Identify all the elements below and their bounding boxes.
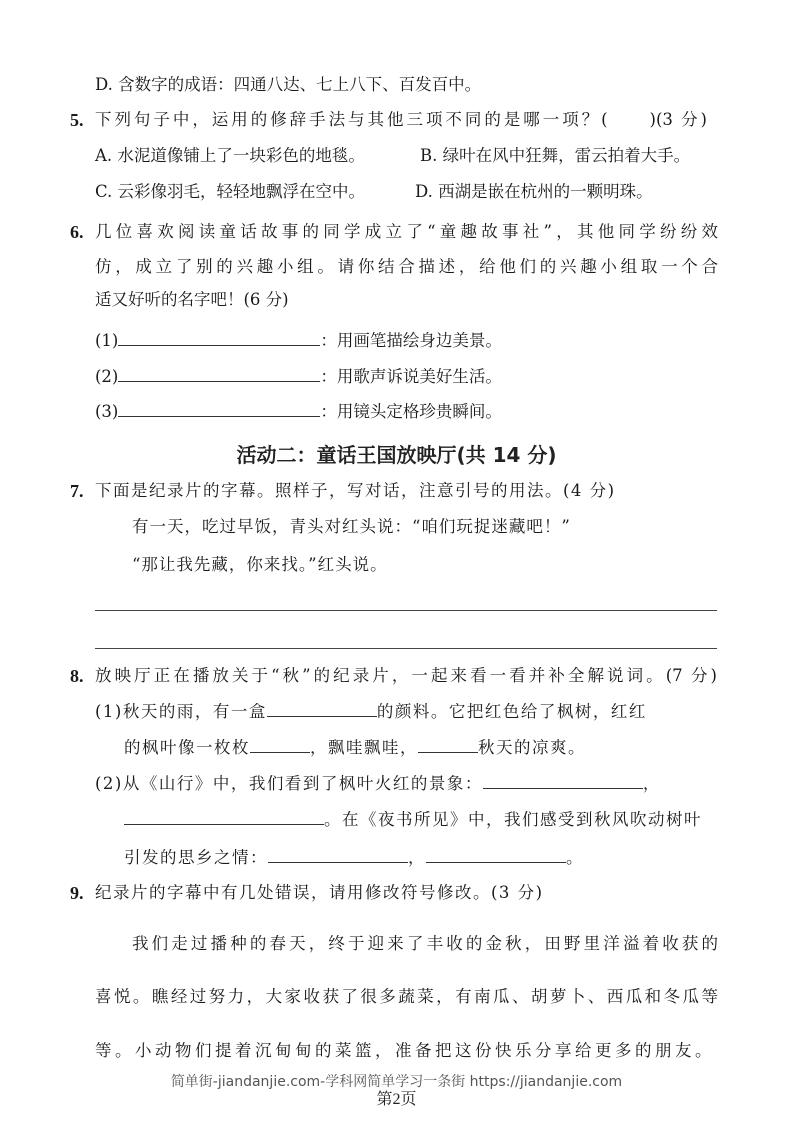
q5-option-a: A. 水泥道像铺上了一块彩色的地毯。: [95, 146, 365, 165]
watermark-footer: 简单街-jiandanjie.com-学科网简单学习一条街 https://jiandanjie.com: [170, 1074, 623, 1090]
q9-passage-line3: 等。小动物们提着沉甸甸的菜篮，准备把这份快乐分享给更多的朋友。: [95, 1041, 715, 1060]
answer-blank[interactable]: [118, 329, 320, 346]
q9-stem: 纪录片的字幕中有几处错误，请用修改符号修改。(3 分): [95, 883, 544, 902]
text: ，飘哇飘哇，: [310, 738, 418, 757]
q7-stem: 下面是纪录片的字幕。照样子，写对话，注意引号的用法。(4 分): [95, 481, 616, 500]
text: ，: [408, 848, 426, 867]
text: ，: [642, 774, 661, 793]
answer-blank[interactable]: [268, 846, 408, 863]
text: 的枫叶像一枚枚: [124, 738, 250, 757]
q5-option-b: B. 绿叶在风中狂舞，雷云拍着大手。: [420, 146, 691, 165]
q6-item: [95, 400, 502, 424]
q8-part2-line3: [124, 846, 584, 870]
answer-blank[interactable]: [118, 400, 320, 417]
q5-option-c: C. 云彩像羽毛，轻轻地飘浮在空中。: [95, 182, 366, 201]
q5-number: 5.: [70, 110, 84, 130]
text: 的颜料。它把红色给了枫树，红红: [376, 702, 647, 721]
answer-blank[interactable]: [426, 846, 566, 863]
answer-line[interactable]: [95, 648, 717, 649]
q4-option-d: D. 含数字的成语：四通八达、七上八下、百发百中。: [95, 75, 482, 94]
answer-blank[interactable]: [267, 700, 377, 717]
answer-blank[interactable]: [483, 772, 643, 789]
answer-blank[interactable]: [418, 736, 478, 753]
q8-part1-line2: [124, 736, 586, 760]
q6-stem-line2: 仿，成立了别的兴趣小组。请你结合描述，给他们的兴趣小组取一个合: [95, 257, 718, 276]
item-label: (1): [95, 331, 119, 350]
q6-number: 6.: [70, 222, 84, 242]
text: 。: [566, 848, 584, 867]
q5-option-d: D. 西湖是嵌在杭州的一颗明珠。: [415, 182, 653, 201]
q8-part2-line2: [124, 808, 702, 832]
item-label: (2): [95, 367, 119, 386]
q6-item: [95, 365, 502, 389]
q7-example-2: “那让我先藏，你来找。”红头说。: [132, 555, 388, 574]
q8-number: 8.: [70, 666, 84, 686]
item-text: ：用画笔描绘身边美景。: [320, 331, 502, 350]
section-heading: 活动二：童话王国放映厅(共 14 分): [236, 443, 557, 467]
answer-line[interactable]: [95, 610, 717, 611]
answer-blank[interactable]: [118, 365, 320, 382]
q6-stem-line3: 适又好听的名字吧！(6 分): [95, 290, 289, 309]
item-text: ：用镜头定格珍贵瞬间。: [320, 402, 502, 421]
text: 。在《夜书所见》中，我们感受到秋风吹动树叶: [324, 810, 702, 829]
q8-part2-line1: [95, 772, 661, 796]
text: 秋天的凉爽。: [478, 738, 586, 757]
text: (2)从《山行》中，我们看到了枫叶火红的景象：: [95, 774, 483, 793]
answer-blank[interactable]: [250, 736, 310, 753]
q7-number: 7.: [70, 481, 84, 501]
q6-item: [95, 329, 502, 353]
q7-example-1: 有一天，吃过早饭，青头对红头说：“咱们玩捉迷藏吧！”: [132, 517, 571, 536]
q8-stem: 放映厅正在播放关于“秋”的纪录片，一起来看一看并补全解说词。(7 分): [95, 666, 717, 685]
q8-part1-line1: [95, 700, 647, 724]
item-text: ：用歌声诉说美好生活。: [320, 367, 502, 386]
q5-stem: 下列句子中，运用的修辞手法与其他三项不同的是哪一项？( )(3 分): [95, 110, 707, 129]
item-label: (3): [95, 402, 119, 421]
text: 引发的思乡之情：: [124, 848, 268, 867]
q6-stem-line1: 几位喜欢阅读童话故事的同学成立了“童趣故事社”，其他同学纷纷效: [95, 222, 718, 241]
page-number: 第2页: [376, 1091, 417, 1108]
q9-number: 9.: [70, 883, 84, 903]
answer-blank[interactable]: [124, 808, 324, 825]
q9-passage-line1: 我们走过播种的春天，终于迎来了丰收的金秋，田野里洋溢着收获的: [132, 934, 718, 953]
q9-passage-line2: 喜悦。瞧经过努力，大家收获了很多蔬菜，有南瓜、胡萝卜、西瓜和冬瓜等: [95, 987, 718, 1006]
text: (1)秋天的雨，有一盒: [95, 702, 267, 721]
